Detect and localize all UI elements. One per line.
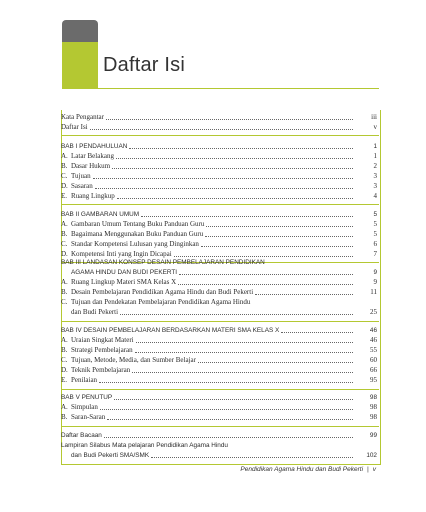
toc-entry-daftar-bacaan[interactable]: Daftar Bacaan 99 [61,431,377,440]
toc-entry[interactable]: D. Kompetensi Inti yang Ingin Dicapai 7 [61,250,377,259]
toc-chapter-bab-2[interactable]: BAB II GAMBARAN UMUM 5 [61,210,377,219]
toc-entry-lampiran[interactable]: Lampiran Silabus Mata pelajaran Pendidikan Agama Hindu [61,442,228,449]
header-tab-green [62,42,98,88]
toc-entry[interactable]: B. Bagaimana Menggunakan Buku Panduan Guru 5 [61,230,377,239]
toc-entry[interactable]: E. Penilaian 95 [61,376,377,385]
toc-chapter-bab-5[interactable]: BAB V PENUTUP 98 [61,393,377,402]
toc-entry[interactable]: A. Gambaran Umum Tentang Buku Panduan Guru 5 [61,220,377,229]
toc-chapter-bab-3-line1[interactable]: BAB III LANDASAN KONSEP DESAIN PEMBELAJARAN PENDIDIKAN [61,259,265,266]
toc-entry[interactable]: E. Ruang Lingkup 4 [61,192,377,201]
toc-entry[interactable]: D. Teknik Pembelajaran 66 [61,366,377,375]
page-footer [240,466,376,473]
toc-entry[interactable]: C. Tujuan dan Pendekatan Pembelajaran Pendidikan Agama Hindu [61,298,251,306]
header-tab-dark [62,20,98,42]
toc-entry[interactable]: B. Dasar Hukum 2 [61,162,377,171]
toc-entry[interactable]: A. Latar Belakang 1 [61,152,377,161]
footer-separator: | [367,466,369,473]
toc-entry[interactable]: C. Tujuan, Metode, Media, dan Sumber Belajar 60 [61,356,377,365]
footer-page-number: v [372,466,376,473]
toc-entry-kata-pengantar[interactable]: Kata Pengantar iii [61,113,377,122]
toc-entry-continued[interactable]: dan Budi Pekerti 25 [61,308,377,317]
toc-entry[interactable]: D. Sasaran 3 [61,182,377,191]
section-divider [61,426,379,427]
footer-book-title: Pendidikan Agama Hindu dan Budi Pekerti [240,466,364,473]
title-divider [62,88,379,89]
toc-chapter-bab-1[interactable]: BAB I PENDAHULUAN 1 [61,142,377,151]
toc-entry[interactable]: A. Simpulan 98 [61,403,377,412]
toc-entry[interactable]: A. Uraian Singkat Materi 46 [61,336,377,345]
section-divider [61,321,379,322]
toc-chapter-bab-3-line2[interactable]: AGAMA HINDU DAN BUDI PEKERTI 9 [61,268,377,277]
toc-entry[interactable]: B. Saran-Saran 98 [61,413,377,422]
toc-chapter-bab-4[interactable]: BAB IV DESAIN PEMBELAJARAN BERDASARKAN MATERI SMA KELAS X 46 [61,326,377,335]
section-divider [61,204,379,205]
toc-entry[interactable]: B. Desain Pembelajaran Pendidikan Agama Hindu dan Budi Pekerti 11 [61,288,377,297]
toc-entry[interactable]: B. Strategi Pembelajaran 55 [61,346,377,355]
toc-entry-lampiran-continued[interactable]: dan Budi Pekerti SMA/SMK 102 [61,451,377,460]
section-divider [61,135,379,136]
toc-entry[interactable]: C. Tujuan 3 [61,172,377,181]
page-title: Daftar Isi [103,54,186,76]
toc-entry[interactable]: C. Standar Kompetensi Lulusan yang Dinginkan 6 [61,240,377,249]
toc-entry-daftar-isi[interactable]: Daftar Isi v [61,123,377,132]
toc-entry[interactable]: A. Ruang Lingkup Materi SMA Kelas X 9 [61,278,377,287]
